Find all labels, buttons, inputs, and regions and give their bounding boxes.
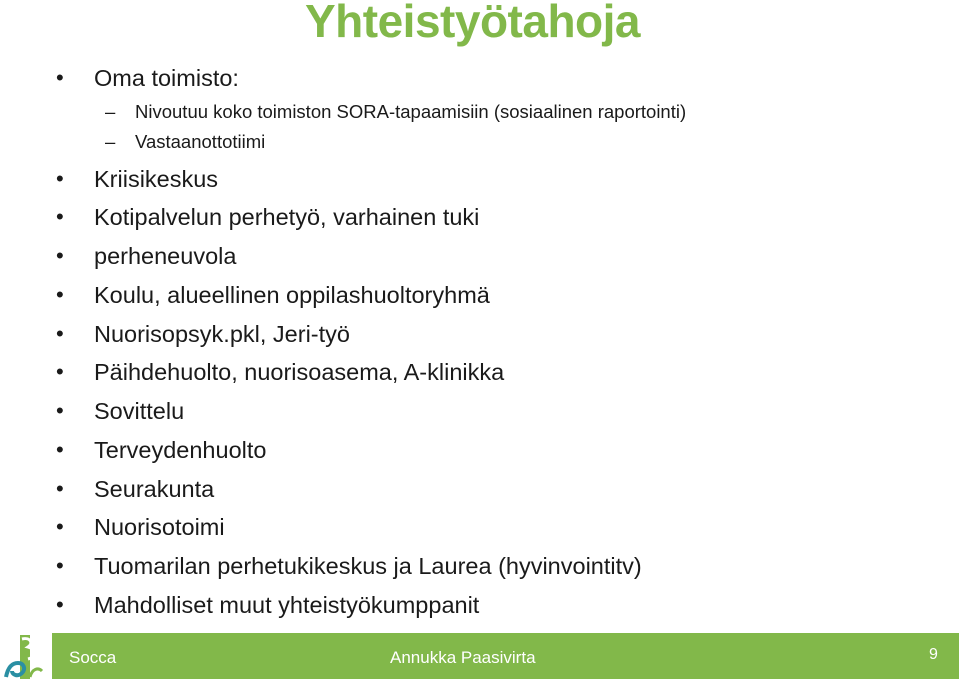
dash-icon: – [105,101,116,122]
bullet-icon: • [56,553,64,578]
bullet-icon: • [56,359,64,384]
dash-icon: – [105,131,116,152]
list-item: • Koulu, alueellinen oppilashuoltoryhmä [56,282,490,308]
footer-author: Annukka Paasivirta [390,648,536,667]
bullet-icon: • [56,243,64,268]
bullet-icon: • [56,476,64,501]
list-item: • Sovittelu [56,398,185,424]
footer-left-text: Socca [69,648,117,667]
list-item: • Oma toimisto: [56,65,239,91]
slide-title: Yhteistyötahoja [305,0,641,47]
bullet-icon: • [56,592,64,617]
list-item: • perheneuvola [56,243,237,269]
sub-list-item: – Vastaanottotiimi [105,131,266,152]
list-item: • Tuomarilan perhetukikeskus ja Laurea (hyvinvointitv) [56,553,642,579]
page-number: 9 [929,646,938,663]
bullet-icon: • [56,65,64,90]
list-item: • Terveydenhuolto [56,437,267,463]
list-item: • Mahdolliset muut yhteistyökumppanit [56,592,480,618]
list-item: • Päihdehuolto, nuorisoasema, A-klinikka [56,359,505,385]
list-item: • Kotipalvelun perhetyö, varhainen tuki [56,204,480,230]
logo [0,633,48,679]
list-item: • Seurakunta [56,476,215,502]
list-item: • Kriisikeskus [56,166,219,192]
list-item: • Nuorisotoimi [56,514,225,540]
footer-separator [48,633,52,679]
list-item: • Nuorisopsyk.pkl, Jeri-työ [56,321,350,347]
bullet-icon: • [56,166,64,191]
bullet-icon: • [56,204,64,229]
bullet-icon: • [56,282,64,307]
bullet-icon: • [56,321,64,346]
bullet-icon: • [56,514,64,539]
socca-logo-icon [0,633,48,679]
bullet-icon: • [56,398,64,423]
sub-list-item: – Nivoutuu koko toimiston SORA-tapaamisiin (sosiaalinen raportointi) [105,101,687,122]
bullet-icon: • [56,437,64,462]
